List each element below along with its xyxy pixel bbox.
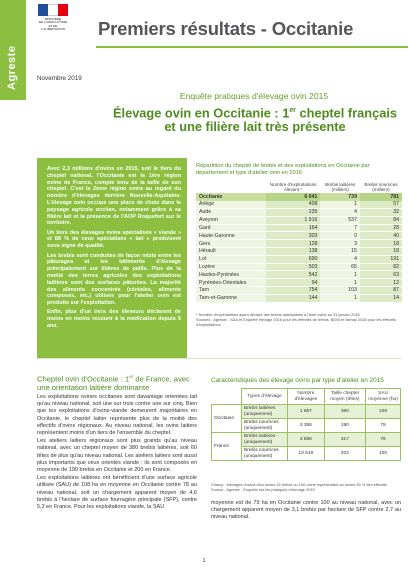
table-cell: 1 — [320, 271, 360, 279]
table-header-row — [196, 181, 402, 193]
summary-paragraph: Enfin, plus d'un tiers des éleveurs déclarent de moins en moins recourir à la médication depuis 5 ans. — [47, 309, 181, 330]
table-row — [196, 294, 402, 302]
brand-logo-text: Agreste — [6, 45, 18, 90]
table-cell: 79 — [366, 419, 401, 433]
table-cell: 1 — [320, 294, 360, 302]
row-label: Haute-Garonne — [196, 232, 266, 240]
column-header: Brebis laitières (milliers) — [325, 182, 356, 192]
row-label: Brebis nourrices (uniquement) — [242, 447, 288, 461]
table-cell: 4 — [320, 209, 360, 217]
row-label: Hérault — [196, 248, 266, 256]
table-row — [196, 255, 402, 263]
repartition-table-title: Répartition du cheptel de brebis et des exploitations en Occitanie par département et type d'atelier ovin en 2016 — [196, 163, 370, 176]
table-cell: 40 — [360, 232, 402, 240]
table-cell: 191 — [360, 255, 402, 263]
body-paragraph: Les ateliers laitiers régionaux sont plus grands qu'au niveau national, avec un cheptel moyen de 380 brebis laitières, soit 60 têtes de plus qu'au niveau national. Les ateliers laitiers sont aussi plus importants que ceux orientés viande : ils sont composés en moyenne de 190 brebis en Occitanie et 200 en France. — [37, 438, 197, 474]
publication-date: Novembre 2019 — [37, 75, 82, 82]
row-label: Gard — [196, 224, 266, 232]
region-label: France — [212, 433, 242, 461]
table-cell: 754 — [266, 287, 320, 295]
table-cell: 503 — [266, 263, 320, 271]
row-label: Ariège — [196, 201, 266, 209]
summary-paragraph: Les brebis sont conduites de façon mixte entre les pâturages et les bâtiments d'élevage principalement sur litières de paille. Plus de la moitié des terres agricoles des exploitations laitières sont des surfaces pâturées. La majorité des aliments concentrés (céréales, aliments composés, etc.) utilisée pour l'atelier ovin est produite sur l'exploitation. — [47, 252, 181, 307]
table-cell: 103 — [320, 287, 360, 295]
row-label: Lot — [196, 255, 266, 263]
row-label: Occitanie — [196, 193, 266, 201]
body-paragraph: Les exploitations laitières ont bénéficient d'une surface agricole utilisée (SAU) de 108 ha en moyenne en Occitanie contre 78 au niveau national, soit un chargement apparent moyen de 4,6 brebis à l'hectare de surface fourragère principale (SFP), contre 5,2 en France. Pour les exploitations viande, la SAU — [37, 475, 197, 511]
headline: Élevage ovin en Occitanie : 1er cheptel français et une filière lait très présente — [112, 105, 397, 135]
ministry-logo — [36, 4, 70, 44]
row-label: Tarn — [196, 287, 266, 295]
table-cell: 78 — [366, 433, 401, 447]
section-title: Cheptel ovin d'Occitanie : 1er de France, avec une orientation laitière dominante — [37, 374, 190, 393]
table-row — [196, 216, 402, 224]
page-number: 1 — [202, 558, 206, 564]
table-cell: 128 — [266, 240, 320, 248]
repartition-table — [196, 181, 402, 303]
row-label: Aveyron — [196, 216, 266, 224]
table-cell: 63 — [360, 271, 402, 279]
flag-icon — [38, 4, 68, 16]
body-paragraph: moyenne est de 79 ha en Occitanie contre 100 au niveau national, avec un chargement apparent moyen de 3,1 brebis par hectare de SFP contre 2,7 au niveau national. — [211, 500, 401, 521]
table-row — [196, 263, 402, 271]
characteristics-table — [211, 388, 401, 461]
table-cell: 14 — [360, 294, 402, 302]
brand-band — [0, 0, 26, 100]
title-divider — [96, 46, 408, 48]
table-cell: 202 — [324, 447, 365, 461]
row-label: Lozère — [196, 263, 266, 271]
table-cell: 3 — [320, 240, 360, 248]
table-cell: 408 — [266, 201, 320, 209]
table-cell: 84 — [360, 216, 402, 224]
table-cell: 87 — [360, 287, 402, 295]
table-cell: 28 — [360, 224, 402, 232]
ministry-name: MINISTÈRE DE L'AGRICULTURE ET DE L'ALIMENTATION — [38, 17, 68, 32]
body-paragraph: Les exploitations ovines occitanes sont davantage orientées lait qu'au niveau national, soit une sur trois contre une sur cinq. Bien que les exploitations d'ovins-viande demeurent majoritaires en Occitanie, le cheptel laitier représente plus de la moitié des effectifs d'ovins régionaux. Au niveau national, les ovins laitiers représentent moins d'un tiers de l'ensemble du cheptel. — [37, 394, 197, 437]
column-header: Types d'élevage — [242, 389, 288, 405]
table-total-row — [196, 193, 402, 201]
table-cell: 739 — [320, 193, 360, 201]
table-cell: 18 — [360, 248, 402, 256]
column-header: SAU moyenne (ha) — [366, 389, 401, 405]
table-row — [196, 271, 402, 279]
row-label: Brebis nourrices (uniquement) — [242, 419, 288, 433]
table-cell: 3 355 — [288, 419, 325, 433]
column-header: Brebis nourrices (milliers) — [364, 182, 398, 192]
characteristics-table-title: Caractéristiques des élevage ovins par type d'atelier en 2015 — [211, 377, 384, 384]
row-label: Aude — [196, 209, 266, 217]
table-cell: 380 — [324, 405, 365, 419]
table-cell: 303 — [266, 232, 320, 240]
section-divider — [37, 358, 402, 359]
table-cell: 18 — [360, 240, 402, 248]
table-cell: 781 — [360, 193, 402, 201]
table-cell: 7 — [320, 224, 360, 232]
document-title: Premiers résultats - Occitanie — [98, 18, 354, 39]
survey-subtitle: Enquête pratiques d'élevage ovin 2015 — [179, 91, 329, 101]
summary-paragraph: Avec 2,3 millions d'ovins en 2015, soit le tiers du cheptel national, l'Occitanie est la 1ère région ovine de France, compte tenu de la taille de son cheptel. C'est la 2ème région ovine au regard du nombre d'élevages derrière Nouvelle-Aquitaine. L'élevage ovin occupe une place de choix dans le paysage agricole occitan, notamment grâce à sa filière lait et la présence de l'AOP Roquefort sur le territoire. — [47, 166, 181, 227]
table-cell: 1 667 — [288, 405, 325, 419]
summary-box — [37, 158, 187, 358]
table-cell: 190 — [324, 419, 365, 433]
table-cell: 317 — [324, 433, 365, 447]
table-cell: 542 — [266, 271, 320, 279]
column-header: Nombre d'exploitations élevant * — [269, 182, 317, 192]
body-column-right — [211, 500, 401, 522]
table-cell: 82 — [360, 263, 402, 271]
table-header-row — [212, 389, 401, 405]
table-cell: 235 — [266, 209, 320, 217]
table-cell: 1 — [320, 201, 360, 209]
table-row — [196, 279, 402, 287]
row-label: Gers — [196, 240, 266, 248]
table-cell: 6 041 — [266, 193, 320, 201]
table-cell: 12 — [360, 279, 402, 287]
table-cell: 65 — [320, 263, 360, 271]
table-row — [196, 209, 402, 217]
table-cell: 4 — [320, 255, 360, 263]
table-cell: 100 — [366, 447, 401, 461]
body-column-left — [37, 394, 197, 512]
table-cell: 3 896 — [288, 433, 325, 447]
table-row — [196, 201, 402, 209]
table-row — [196, 248, 402, 256]
table-row — [196, 224, 402, 232]
column-header: Taille cheptel moyen (têtes) — [324, 389, 365, 405]
table-row — [196, 232, 402, 240]
table-cell: 15 — [320, 248, 360, 256]
table-cell: 1 916 — [266, 216, 320, 224]
column-header: Nombre d'élevages — [288, 389, 325, 405]
table-cell: 537 — [320, 216, 360, 224]
characteristics-notes: Champ : élevages d'ovins d'au moins 25 brebis ou 100 ovins représentant au moins 95 % des effectifs Source : Agreste - Enquête sur les pratiques d'élevage 2015 — [211, 482, 387, 492]
row-label: Tarn-et-Garonne — [196, 294, 266, 302]
table-row — [196, 287, 402, 295]
table-cell: 138 — [266, 248, 320, 256]
table-cell: 108 — [366, 405, 401, 419]
table-cell: 32 — [360, 209, 402, 217]
table-cell: 94 — [266, 279, 320, 287]
region-label: Occitanie — [212, 405, 242, 433]
table-row — [196, 240, 402, 248]
table-cell: 13 619 — [288, 447, 325, 461]
row-label: Brebis laitières (uniquement) — [242, 405, 288, 419]
table-row — [212, 405, 401, 419]
table-cell: 164 — [266, 224, 320, 232]
row-label: Pyrénées-Orientales — [196, 279, 266, 287]
row-label: Hautes-Pyrénées — [196, 271, 266, 279]
table-cell: 57 — [360, 201, 402, 209]
table-cell: 690 — [266, 255, 320, 263]
row-label: Brebis laitières (uniquement) — [242, 433, 288, 447]
table-row — [212, 433, 401, 447]
table-cell: 144 — [266, 294, 320, 302]
repartition-notes: * Nombre d'exploitations ayant déclaré des brebis admissibles à l'aide ovine au 31 janvier 2016 Sources : Agreste - SAA et Enquête élevage 2016 pour les effectifs de brebis, BDNI et Isimap 2016 pour les effectifs d'exploitations — [196, 312, 396, 327]
summary-paragraph: Un tiers des élevages ovins spécialisés « viande » et 88 % de ceux spécialisés « lait » produisent sous signe de qualité. — [47, 229, 181, 250]
table-cell: 1 — [320, 279, 360, 287]
table-cell: 0 — [320, 232, 360, 240]
